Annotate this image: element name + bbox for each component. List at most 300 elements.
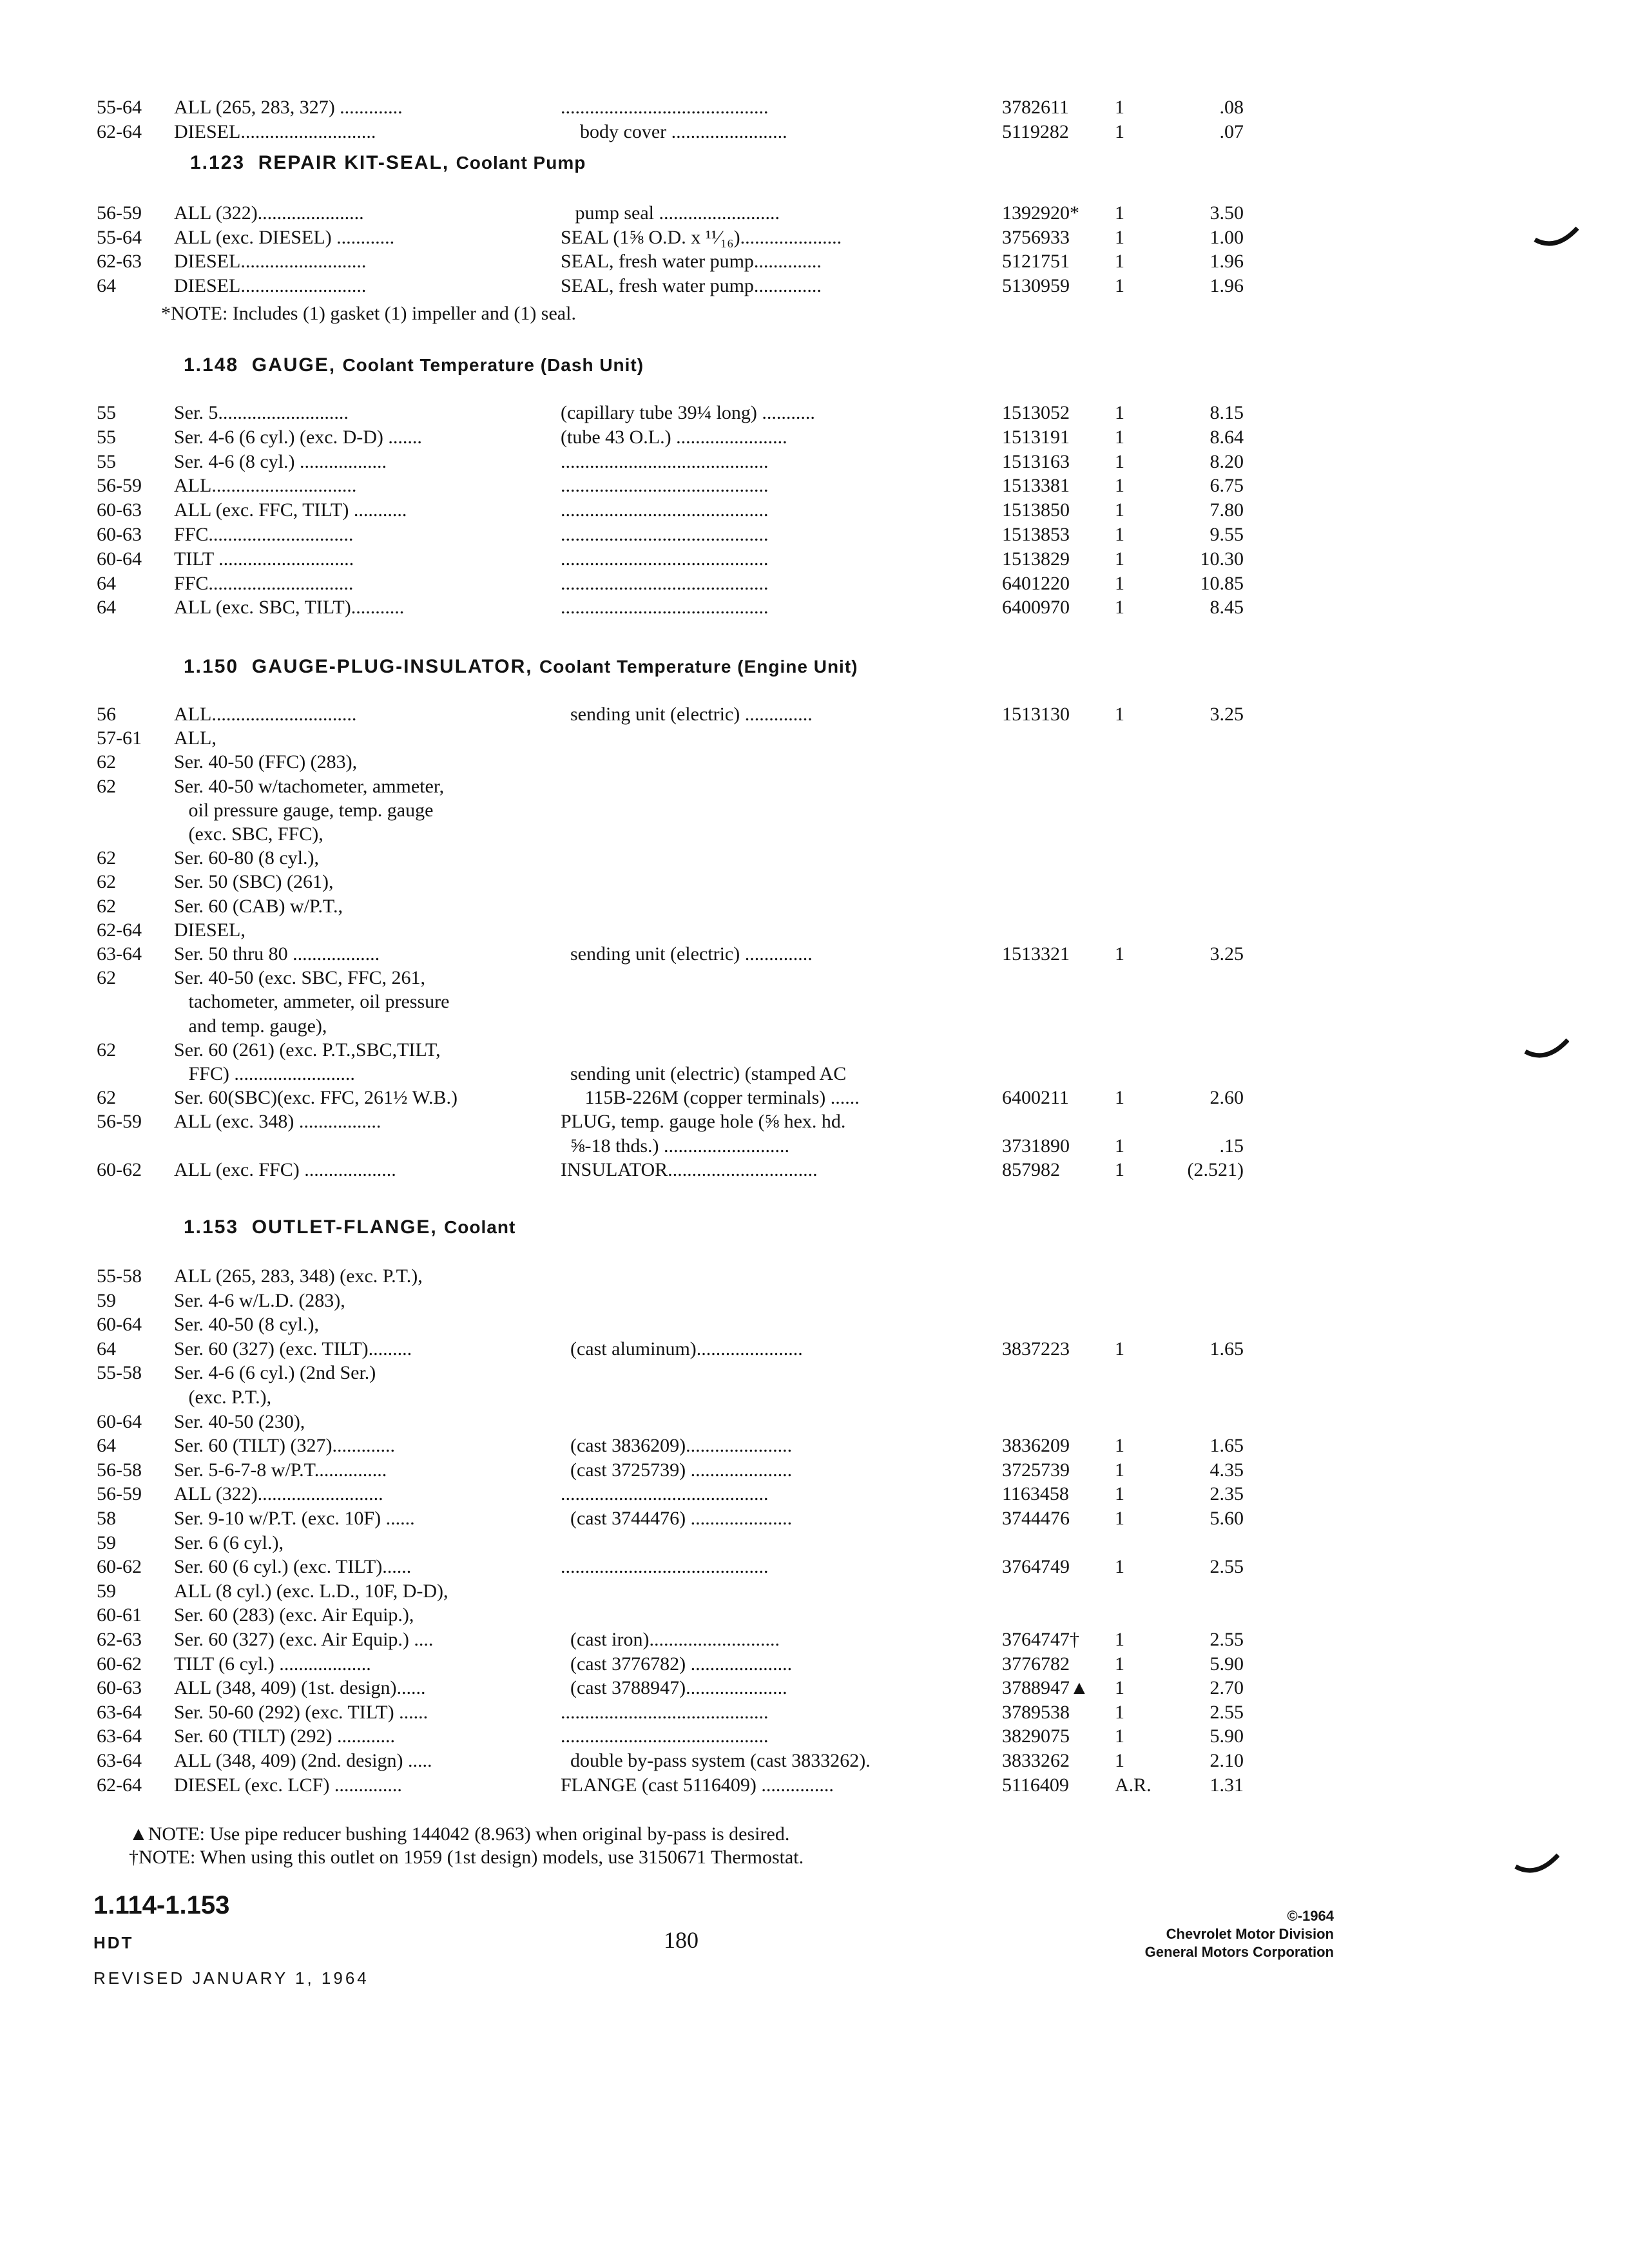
description: ........................................... (561, 597, 769, 619)
footnote: *NOTE: Includes (1) gasket (1) impeller and (1) seal. (161, 303, 576, 324)
quantity: 1 (1115, 524, 1124, 545)
model-years: 62-64 (97, 919, 142, 941)
application: Ser. 60 (327) (exc. TILT)......... (174, 1338, 412, 1360)
description: pump seal ......................... (561, 202, 780, 224)
model-years: 60-62 (97, 1556, 142, 1578)
description: PLUG, temp. gauge hole (⅝ hex. hd. (561, 1111, 846, 1133)
table-row (0, 1555, 1629, 1579)
quantity: 1 (1115, 1483, 1124, 1505)
quantity: 1 (1115, 1750, 1124, 1771)
application: FFC) ......................... (174, 1063, 355, 1084)
description: (tube 43 O.L.) ....................... (561, 426, 787, 448)
model-years: 60-64 (97, 1314, 142, 1336)
application: oil pressure gauge, temp. gauge (174, 799, 434, 821)
section-title (184, 656, 858, 678)
part-number: 1392920* (1002, 202, 1079, 224)
quantity: 1 (1115, 1435, 1124, 1457)
application: Ser. 4-6 (8 cyl.) .................. (174, 450, 387, 472)
application: Ser. 40-50 (8 cyl.), (174, 1314, 319, 1336)
quantity: 1 (1115, 274, 1124, 296)
application: tachometer, ammeter, oil pressure (174, 991, 450, 1013)
model-years: 62-63 (97, 1629, 142, 1650)
table-row (0, 1410, 1629, 1434)
quantity: 1 (1115, 1087, 1124, 1109)
part-number: 857982 (1002, 1158, 1060, 1180)
application: DIESEL............................ (174, 120, 376, 142)
section-title (190, 152, 586, 174)
description: (capillary tube 39¼ long) ........... (561, 402, 815, 423)
table-row (0, 95, 1629, 120)
section-number: 1.150 (184, 656, 239, 677)
model-years: 62 (97, 1039, 116, 1061)
description: SEAL (1⅝ O.D. x ¹¹⁄₁₆)..................... (561, 226, 842, 248)
price: 1.00 (1210, 226, 1244, 248)
description: SEAL, fresh water pump.............. (561, 251, 822, 272)
table-row (0, 1385, 1629, 1410)
application: ALL, (174, 727, 217, 749)
description: ........................................... (561, 1701, 769, 1723)
application: Ser. 60 (6 cyl.) (exc. TILT)...... (174, 1556, 412, 1578)
application: Ser. 50-60 (292) (exc. TILT) ...... (174, 1701, 429, 1723)
binder-tick-mark (1524, 1037, 1569, 1063)
description: ........................................... (561, 499, 769, 521)
application: ALL (265, 283, 348) (exc. P.T.), (174, 1265, 423, 1287)
part-number: 3829075 (1002, 1725, 1070, 1747)
table-row (0, 474, 1629, 498)
price: 3.50 (1210, 202, 1244, 224)
application: ALL.............................. (174, 704, 357, 725)
part-number: 6400970 (1002, 597, 1070, 619)
model-years: 62 (97, 871, 116, 893)
description: ........................................... (561, 1556, 769, 1578)
model-years: 63-64 (97, 1750, 142, 1771)
quantity: 1 (1115, 450, 1124, 472)
quantity: 1 (1115, 1629, 1124, 1650)
model-years: 56-59 (97, 475, 142, 497)
quantity: A.R. (1115, 1774, 1152, 1796)
model-years: 60-63 (97, 499, 142, 521)
table-row (0, 1506, 1629, 1531)
model-years: 55 (97, 426, 116, 448)
table-row (0, 1134, 1629, 1158)
part-number: 1513321 (1002, 943, 1070, 965)
quantity: 1 (1115, 402, 1124, 423)
part-number: 3725739 (1002, 1459, 1070, 1481)
section-subheading: Coolant Temperature (Dash Unit) (342, 355, 644, 375)
section-subheading: Coolant Pump (456, 153, 586, 173)
table-row (0, 1652, 1629, 1677)
table-row (0, 201, 1629, 226)
price: 2.70 (1210, 1677, 1244, 1699)
binder-tick-mark (1534, 226, 1579, 251)
table-row (0, 249, 1629, 274)
price: 5.90 (1210, 1653, 1244, 1675)
model-years: 62 (97, 895, 116, 917)
table-row (0, 274, 1629, 298)
model-years: 60-63 (97, 1677, 142, 1699)
table-row (0, 774, 1629, 799)
application: Ser. 40-50 (exc. SBC, FFC, 261, (174, 967, 426, 989)
table-row (0, 870, 1629, 894)
application: ALL (348, 409) (2nd. design) ..... (174, 1750, 432, 1771)
corporation-name: General Motors Corporation (1144, 1944, 1334, 1960)
model-years: 64 (97, 274, 116, 296)
application: TILT (6 cyl.) ................... (174, 1653, 371, 1675)
application: Ser. 50 thru 80 .................. (174, 943, 380, 965)
part-number: 3836209 (1002, 1435, 1070, 1457)
section-title (184, 1216, 516, 1238)
application: Ser. 60 (TILT) (327)............. (174, 1435, 396, 1457)
price: 1.96 (1210, 274, 1244, 296)
description: FLANGE (cast 5116409) ............... (561, 1774, 834, 1796)
application: ALL (348, 409) (1st. design)...... (174, 1677, 426, 1699)
table-row (0, 1264, 1629, 1289)
part-number: 3764747† (1002, 1629, 1079, 1650)
table-row (0, 966, 1629, 990)
application: (exc. P.T.), (174, 1387, 272, 1408)
quantity: 1 (1115, 1701, 1124, 1723)
model-years: 64 (97, 572, 116, 594)
part-number: 3776782 (1002, 1653, 1070, 1675)
description: (cast iron)........................... (561, 1629, 780, 1650)
model-years: 56-59 (97, 202, 142, 224)
table-row (0, 1676, 1629, 1700)
quantity: 1 (1115, 1725, 1124, 1747)
part-number: 3788947▲ (1002, 1677, 1089, 1699)
quantity: 1 (1115, 120, 1124, 142)
quantity: 1 (1115, 1158, 1124, 1180)
model-years: 56-59 (97, 1111, 142, 1133)
price: 10.85 (1200, 572, 1244, 594)
section-title (184, 354, 644, 376)
quantity: 1 (1115, 202, 1124, 224)
application: ALL (exc. 348) ................. (174, 1111, 381, 1133)
table-row (0, 1038, 1629, 1062)
footer-book-code: HDT (93, 1933, 134, 1952)
price: 2.55 (1210, 1629, 1244, 1650)
model-years: 55 (97, 402, 116, 423)
table-row (0, 1458, 1629, 1483)
model-years: 63-64 (97, 1725, 142, 1747)
model-years: 55-58 (97, 1265, 142, 1287)
model-years: 60-62 (97, 1158, 142, 1180)
model-years: 62-63 (97, 251, 142, 272)
table-row (0, 1337, 1629, 1361)
description: body cover ........................ (561, 120, 787, 142)
footer-copyright (1070, 1907, 1334, 1961)
model-years: 57-61 (97, 727, 142, 749)
price: 8.45 (1210, 597, 1244, 619)
description: ........................................... (561, 1483, 769, 1505)
quantity: 1 (1115, 943, 1124, 965)
application: FFC.............................. (174, 524, 354, 545)
footnote: †NOTE: When using this outlet on 1959 (1st design) models, use 3150671 Thermostat. (129, 1847, 804, 1868)
model-years: 55-64 (97, 97, 142, 118)
table-row (0, 990, 1629, 1014)
quantity: 1 (1115, 572, 1124, 594)
section-heading: GAUGE, (251, 354, 336, 376)
price: 2.10 (1210, 1750, 1244, 1771)
section-number: 1.148 (184, 354, 239, 376)
price: .08 (1219, 97, 1244, 118)
application: Ser. 50 (SBC) (261), (174, 871, 334, 893)
footnote: ▲NOTE: Use pipe reducer bushing 144042 (8.963) when original by-pass is desired. (129, 1823, 790, 1845)
description: ........................................... (561, 97, 769, 118)
part-number: 1513853 (1002, 524, 1070, 545)
model-years: 62-64 (97, 120, 142, 142)
part-number: 1513191 (1002, 426, 1070, 448)
table-row (0, 120, 1629, 144)
section-heading: OUTLET-FLANGE, (251, 1216, 438, 1238)
quantity: 1 (1115, 1653, 1124, 1675)
model-years: 62 (97, 847, 116, 869)
model-years: 59 (97, 1580, 116, 1602)
application: Ser. 4-6 w/L.D. (283), (174, 1289, 345, 1311)
application: ALL (exc. FFC, TILT) ........... (174, 499, 407, 521)
application: Ser. 4-6 (6 cyl.) (2nd Ser.) (174, 1362, 376, 1384)
description: ........................................... (561, 450, 769, 472)
part-number: 3833262 (1002, 1750, 1070, 1771)
quantity: 1 (1115, 499, 1124, 521)
part-number: 3731890 (1002, 1135, 1070, 1157)
model-years: 56-58 (97, 1459, 142, 1481)
part-number: 1513163 (1002, 450, 1070, 472)
quantity: 1 (1115, 475, 1124, 497)
part-number: 6401220 (1002, 572, 1070, 594)
model-years: 55-64 (97, 226, 142, 248)
application: DIESEL, (174, 919, 246, 941)
table-row (0, 846, 1629, 870)
price: 9.55 (1210, 524, 1244, 545)
model-years: 55 (97, 450, 116, 472)
table-row (0, 401, 1629, 425)
part-number: 3756933 (1002, 226, 1070, 248)
application: Ser. 9-10 w/P.T. (exc. 10F) ...... (174, 1508, 415, 1529)
application: ALL (322).......................... (174, 1483, 383, 1505)
application: ALL (322)...................... (174, 202, 364, 224)
price: 3.25 (1210, 943, 1244, 965)
quantity: 1 (1115, 597, 1124, 619)
table-row (0, 1603, 1629, 1628)
price: 2.55 (1210, 1556, 1244, 1578)
model-years: 62-64 (97, 1774, 142, 1796)
description: ........................................... (561, 572, 769, 594)
table-row (0, 1014, 1629, 1039)
application: Ser. 6 (6 cyl.), (174, 1532, 284, 1553)
application: ALL (8 cyl.) (exc. L.D., 10F, D-D), (174, 1580, 448, 1602)
quantity: 1 (1115, 1677, 1124, 1699)
description: ........................................... (561, 548, 769, 570)
price: 2.35 (1210, 1483, 1244, 1505)
section-heading: REPAIR KIT-SEAL, (258, 152, 450, 173)
price: 1.96 (1210, 251, 1244, 272)
binder-tick-mark (1514, 1852, 1559, 1878)
application: DIESEL (exc. LCF) .............. (174, 1774, 402, 1796)
table-row (0, 226, 1629, 250)
table-row (0, 1531, 1629, 1555)
table-row (0, 425, 1629, 450)
price: 3.25 (1210, 704, 1244, 725)
description: INSULATOR............................... (561, 1158, 818, 1180)
model-years: 62 (97, 751, 116, 773)
table-row (0, 894, 1629, 919)
table-row (0, 523, 1629, 547)
quantity: 1 (1115, 1338, 1124, 1360)
model-years: 60-62 (97, 1653, 142, 1675)
table-row (0, 595, 1629, 620)
application: Ser. 5-6-7-8 w/P.T............... (174, 1459, 387, 1481)
application: Ser. 60 (TILT) (292) ............ (174, 1725, 396, 1747)
part-number: 6400211 (1002, 1087, 1069, 1109)
model-years: 62 (97, 1087, 116, 1109)
part-number: 3764749 (1002, 1556, 1070, 1578)
section-subheading: Coolant Temperature (Engine Unit) (539, 657, 858, 677)
section-number: 1.153 (184, 1216, 239, 1238)
price: .07 (1219, 120, 1244, 142)
application: Ser. 60 (283) (exc. Air Equip.), (174, 1604, 414, 1626)
application: ALL (265, 283, 327) ............. (174, 97, 403, 118)
model-years: 62 (97, 775, 116, 797)
price: 8.15 (1210, 402, 1244, 423)
model-years: 63-64 (97, 943, 142, 965)
part-number: 1513130 (1002, 704, 1070, 725)
model-years: 62 (97, 967, 116, 989)
table-row (0, 1110, 1629, 1134)
quantity: 1 (1115, 1508, 1124, 1529)
quantity: 1 (1115, 1459, 1124, 1481)
model-years: 59 (97, 1289, 116, 1311)
model-years: 64 (97, 597, 116, 619)
model-years: 60-63 (97, 524, 142, 545)
price: 7.80 (1210, 499, 1244, 521)
quantity: 1 (1115, 1135, 1124, 1157)
application: DIESEL.......................... (174, 274, 367, 296)
price: 2.55 (1210, 1701, 1244, 1723)
application: Ser. 40-50 (230), (174, 1410, 305, 1432)
table-row (0, 1062, 1629, 1086)
application: and temp. gauge), (174, 1015, 327, 1037)
table-row (0, 1482, 1629, 1506)
description: sending unit (electric) .............. (561, 943, 813, 965)
table-row (0, 1434, 1629, 1458)
table-row (0, 450, 1629, 474)
footer-section-range: 1.114-1.153 (93, 1891, 230, 1919)
application: Ser. 60(SBC)(exc. FFC, 261½ W.B.) (174, 1087, 458, 1109)
table-row (0, 1289, 1629, 1313)
table-row (0, 918, 1629, 943)
table-row (0, 702, 1629, 727)
description: SEAL, fresh water pump.............. (561, 274, 822, 296)
part-number: 1163458 (1002, 1483, 1069, 1505)
price: .15 (1219, 1135, 1244, 1157)
table-row (0, 822, 1629, 847)
price: 10.30 (1200, 548, 1244, 570)
description: sending unit (electric) .............. (561, 704, 813, 725)
price: 8.20 (1210, 450, 1244, 472)
model-years: 60-64 (97, 1410, 142, 1432)
part-number: 3782611 (1002, 97, 1069, 118)
model-years: 56 (97, 704, 116, 725)
application: ALL (exc. SBC, TILT)........... (174, 597, 405, 619)
part-number: 3789538 (1002, 1701, 1070, 1723)
model-years: 56-59 (97, 1483, 142, 1505)
table-row (0, 1086, 1629, 1110)
quantity: 1 (1115, 97, 1124, 118)
application: Ser. 60 (261) (exc. P.T.,SBC,TILT, (174, 1039, 441, 1061)
table-row (0, 1579, 1629, 1604)
part-number: 5130959 (1002, 274, 1070, 296)
quantity: 1 (1115, 251, 1124, 272)
price: 1.65 (1210, 1435, 1244, 1457)
price: 1.65 (1210, 1338, 1244, 1360)
table-row (0, 750, 1629, 774)
section-number: 1.123 (190, 152, 246, 173)
table-row (0, 498, 1629, 523)
application: ALL (exc. DIESEL) ............ (174, 226, 395, 248)
table-row (0, 1361, 1629, 1385)
part-number: 3837223 (1002, 1338, 1070, 1360)
application: DIESEL.......................... (174, 251, 367, 272)
model-years: 64 (97, 1338, 116, 1360)
quantity: 1 (1115, 548, 1124, 570)
part-number: 1513829 (1002, 548, 1070, 570)
description: ⅝-18 thds.) .......................... (561, 1135, 789, 1157)
model-years: 59 (97, 1532, 116, 1553)
part-number: 5116409 (1002, 1774, 1069, 1796)
application: FFC.............................. (174, 572, 354, 594)
description: ........................................... (561, 1725, 769, 1747)
division-name: Chevrolet Motor Division (1166, 1926, 1334, 1942)
description: double by-pass system (cast 3833262). (561, 1750, 871, 1771)
application: Ser. 60-80 (8 cyl.), (174, 847, 319, 869)
table-row (0, 1773, 1629, 1798)
table-row (0, 1628, 1629, 1652)
description: (cast 3725739) ..................... (561, 1459, 793, 1481)
section-heading: GAUGE-PLUG-INSULATOR, (251, 656, 533, 677)
price: 5.90 (1210, 1725, 1244, 1747)
footer-page-number: 180 (664, 1927, 699, 1953)
price: 6.75 (1210, 475, 1244, 497)
section-subheading: Coolant (444, 1217, 516, 1237)
application: Ser. 60 (327) (exc. Air Equip.) .... (174, 1629, 434, 1650)
model-years: 60-61 (97, 1604, 142, 1626)
model-years: 63-64 (97, 1701, 142, 1723)
table-row (0, 798, 1629, 823)
description: (cast 3836209)...................... (561, 1435, 793, 1457)
part-number: 1513052 (1002, 402, 1070, 423)
application: ALL.............................. (174, 475, 357, 497)
application: Ser. 40-50 w/tachometer, ammeter, (174, 775, 445, 797)
price: 4.35 (1210, 1459, 1244, 1481)
application: (exc. SBC, FFC), (174, 823, 323, 845)
application: ALL (exc. FFC) ................... (174, 1158, 396, 1180)
part-number: 3744476 (1002, 1508, 1070, 1529)
footer-revised-date: REVISED JANUARY 1, 1964 (93, 1968, 369, 1988)
table-row (0, 1724, 1629, 1749)
part-number: 5119282 (1002, 120, 1069, 142)
model-years: 60-64 (97, 548, 142, 570)
table-row (0, 942, 1629, 966)
description: (cast 3744476) ..................... (561, 1508, 793, 1529)
table-row (0, 726, 1629, 751)
application: Ser. 60 (CAB) w/P.T., (174, 895, 343, 917)
table-row (0, 1749, 1629, 1773)
part-number: 1513381 (1002, 475, 1070, 497)
description: 115B-226M (copper terminals) ...... (561, 1087, 860, 1109)
quantity: 1 (1115, 426, 1124, 448)
price: 1.31 (1210, 1774, 1244, 1796)
table-row (0, 572, 1629, 596)
